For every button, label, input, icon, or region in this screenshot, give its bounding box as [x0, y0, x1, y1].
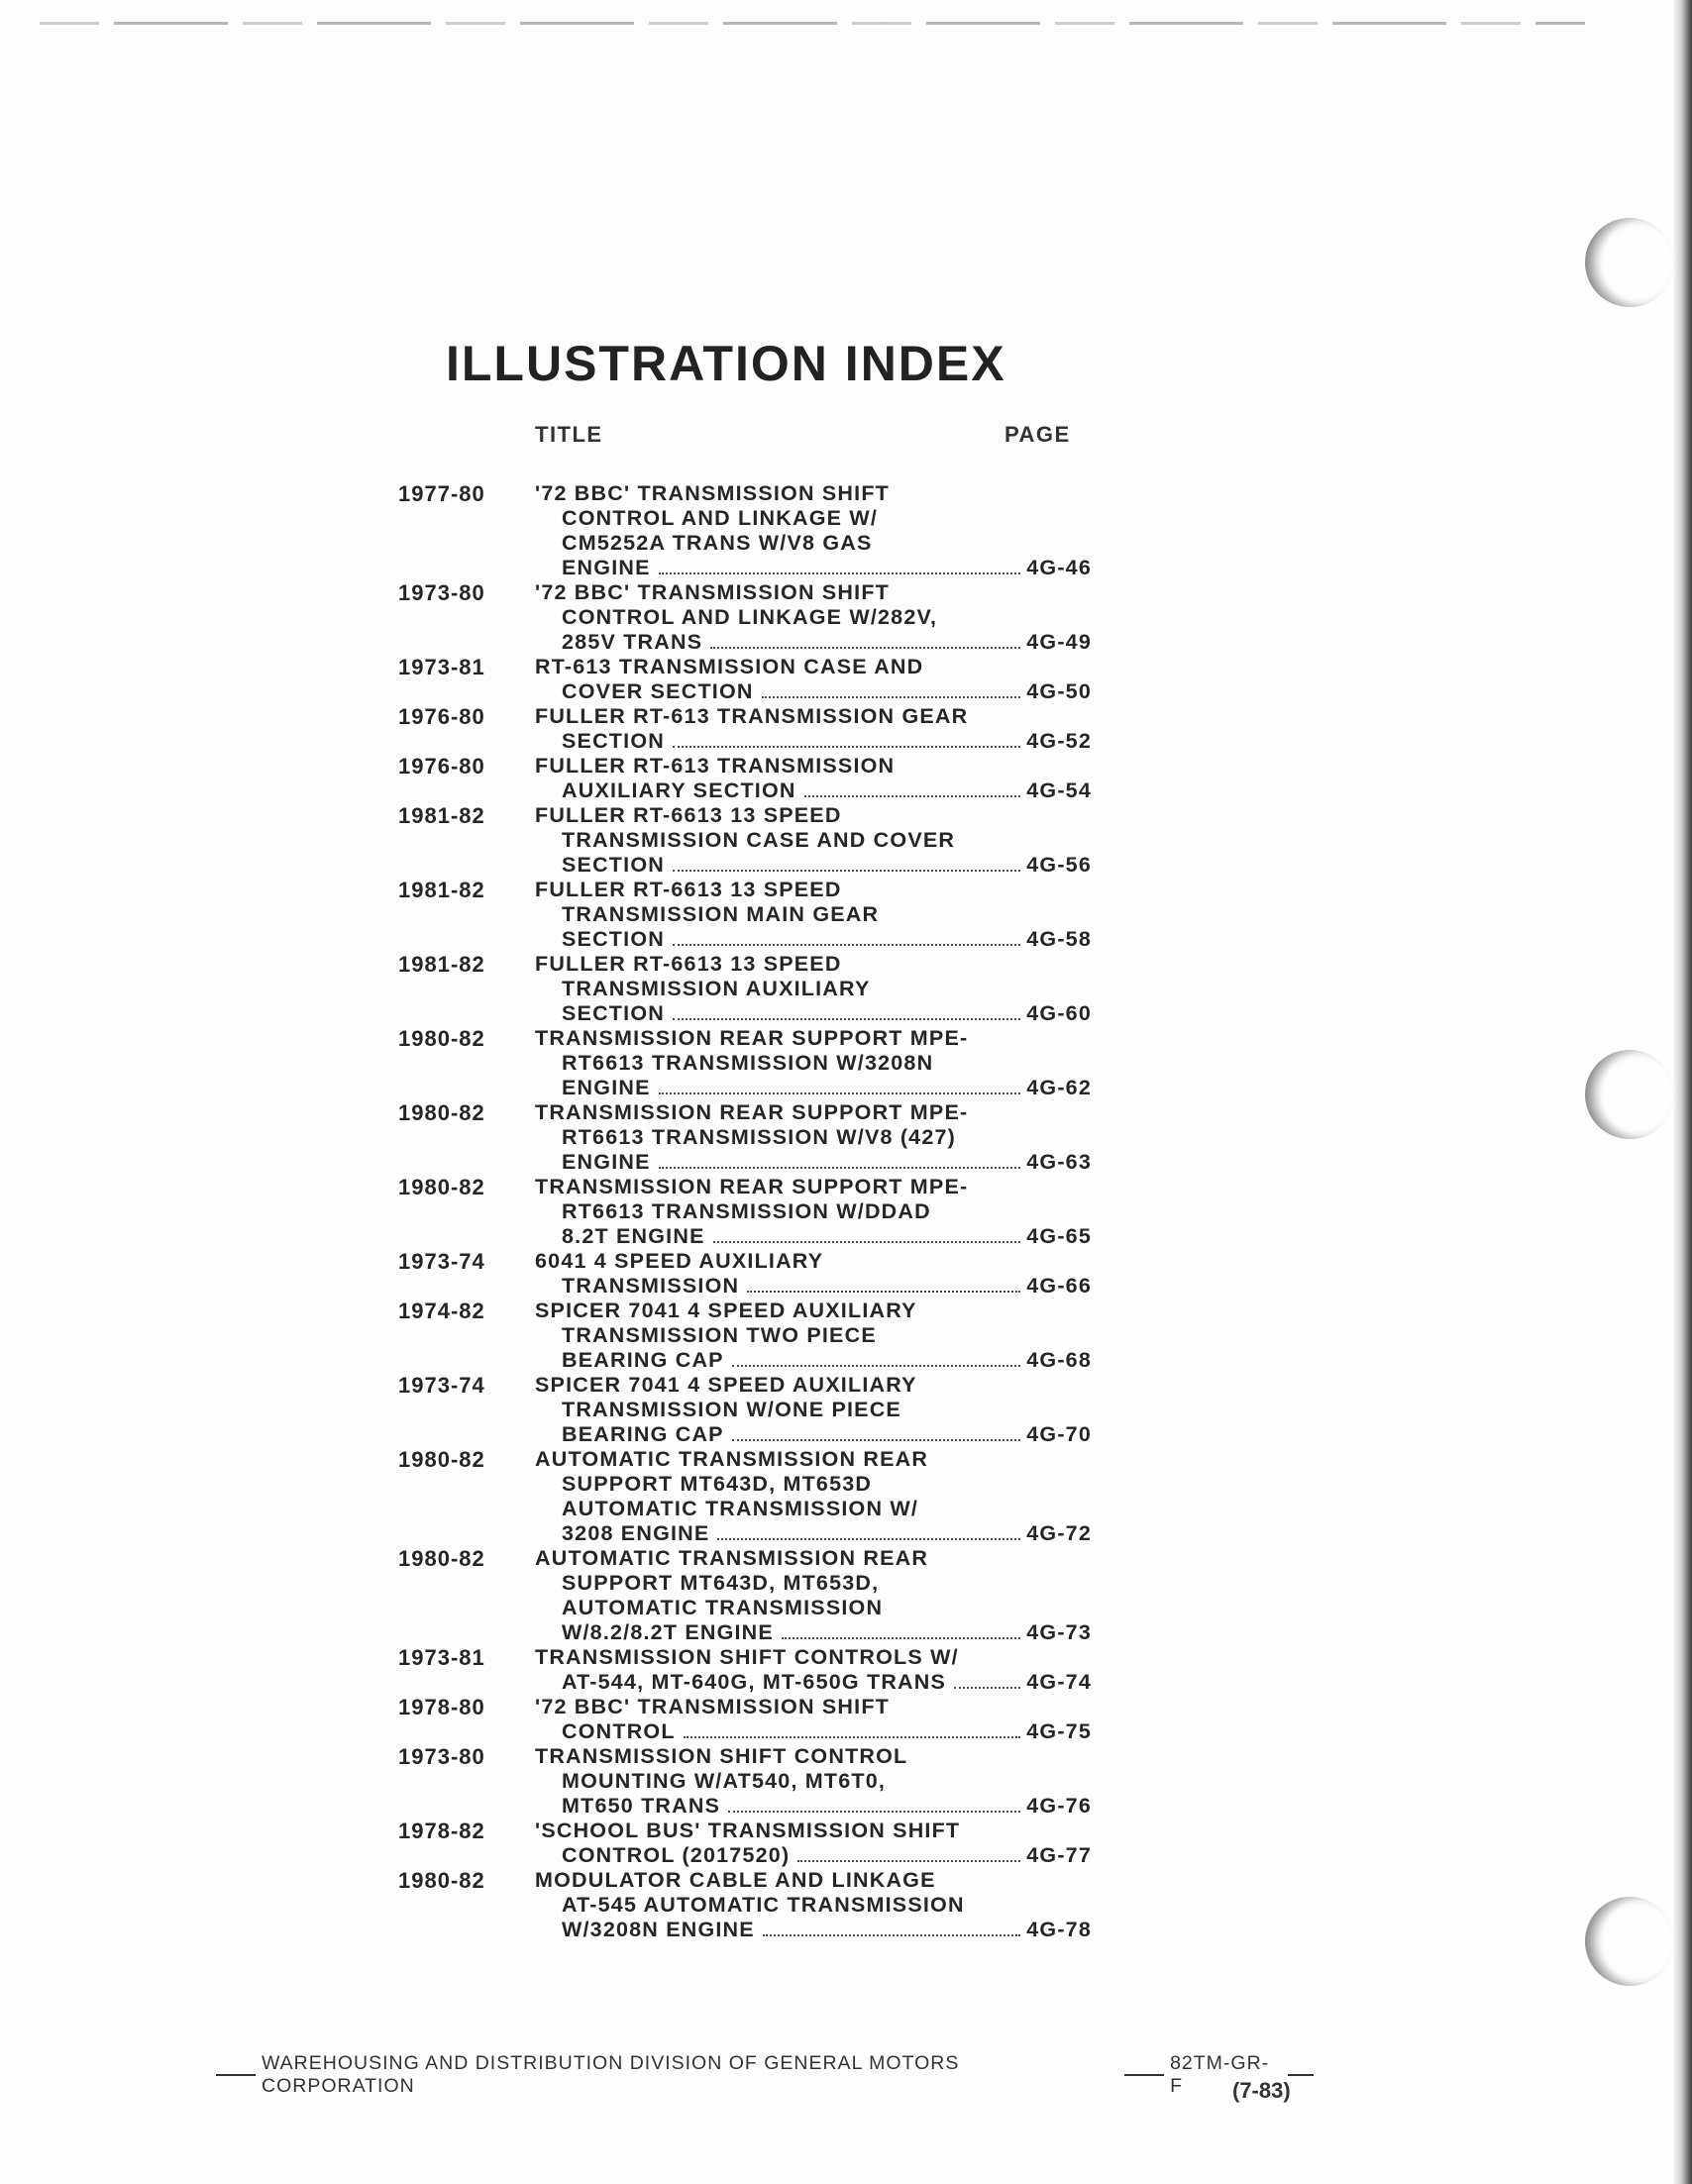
entry-years: 1978-80: [398, 1695, 485, 1719]
entry-title-line: '72 BBC' TRANSMISSION SHIFT: [535, 580, 890, 604]
dot-leader: [673, 869, 1020, 872]
footer-text: WAREHOUSING AND DISTRIBUTION DIVISION OF GENERAL MOTORS CORPORATION: [261, 2052, 960, 2097]
entry-title-last-line: [535, 1670, 1092, 1695]
entry-years: 1980-82: [398, 1026, 485, 1051]
page-title: ILLUSTRATION INDEX: [446, 336, 1006, 391]
dot-leader: [673, 745, 1020, 748]
entry-title-text: COVER SECTION: [562, 679, 754, 703]
entry-years: 1977-80: [398, 481, 485, 506]
entry-title-line: SPICER 7041 4 SPEED AUXILIARY: [535, 1373, 917, 1397]
index-entry: [398, 952, 1092, 1026]
index-entry: [398, 1645, 1092, 1695]
entry-title: [535, 481, 1092, 580]
entry-title-line: CONTROL AND LINKAGE W/: [562, 506, 879, 530]
entry-title-line: AUTOMATIC TRANSMISSION W/: [562, 1497, 919, 1520]
dot-leader: [710, 646, 1020, 649]
entry-title-line: RT6613 TRANSMISSION W/3208N: [562, 1051, 934, 1075]
index-entry: [398, 481, 1092, 580]
entry-page: 4G-70: [1026, 1422, 1092, 1446]
entry-title: [535, 754, 1092, 803]
entry-years: 1981-82: [398, 952, 485, 977]
entry-title-last-line: [535, 1521, 1092, 1546]
entry-title: [535, 1546, 1092, 1645]
entry-title-last-line: [535, 630, 1092, 655]
entry-title-last-line: [535, 927, 1092, 952]
entry-years: 1981-82: [398, 803, 485, 828]
entry-title: [535, 655, 1092, 704]
index-list: [398, 481, 1092, 1942]
entry-title-line: SPICER 7041 4 SPEED AUXILIARY: [535, 1299, 917, 1322]
entry-title-text: W/3208N ENGINE: [562, 1918, 755, 1941]
entry-title-line: CONTROL AND LINKAGE W/282V,: [562, 605, 938, 629]
column-header-title: TITLE: [535, 422, 603, 447]
dot-leader: [747, 1290, 1020, 1293]
entry-page: 4G-75: [1026, 1719, 1092, 1743]
index-entry: [398, 1695, 1092, 1744]
entry-page: 4G-56: [1026, 853, 1092, 877]
punch-hole-middle: [1585, 1050, 1674, 1139]
entry-years: 1980-82: [398, 1868, 485, 1893]
footer-dash: [216, 2074, 256, 2076]
entry-title: [535, 803, 1092, 878]
entry-title-last-line: [535, 1001, 1092, 1026]
entry-page: 4G-68: [1026, 1348, 1092, 1372]
entry-title: [535, 1695, 1092, 1744]
entry-years: 1974-82: [398, 1299, 485, 1323]
entry-title-text: CONTROL: [562, 1719, 676, 1743]
entry-page: 4G-63: [1026, 1150, 1092, 1174]
entry-page: 4G-66: [1026, 1274, 1092, 1298]
entry-title-last-line: [535, 853, 1092, 878]
entry-title-line: FULLER RT-6613 13 SPEED: [535, 952, 842, 976]
entry-title-last-line: [535, 779, 1092, 803]
scan-top-edge: [40, 22, 1585, 25]
entry-title-last-line: [535, 1274, 1092, 1299]
entry-page: 4G-65: [1026, 1224, 1092, 1248]
page-right-edge: [1674, 0, 1692, 2184]
entry-years: 1978-82: [398, 1819, 485, 1843]
entry-title-text: CONTROL (2017520): [562, 1843, 791, 1867]
footer-dash: [1124, 2074, 1164, 2076]
entry-years: 1973-81: [398, 1645, 485, 1670]
entry-title-last-line: [535, 1224, 1092, 1249]
entry-page: 4G-52: [1026, 729, 1092, 753]
entry-page: 4G-46: [1026, 556, 1092, 579]
dot-leader: [763, 1933, 1020, 1936]
entry-title-last-line: [535, 1794, 1092, 1819]
entry-title-line: TRANSMISSION SHIFT CONTROLS W/: [535, 1645, 959, 1669]
entry-years: 1980-82: [398, 1175, 485, 1199]
entry-title-text: AUXILIARY SECTION: [562, 779, 796, 802]
index-entry: [398, 1744, 1092, 1819]
entry-page: 4G-60: [1026, 1001, 1092, 1025]
index-entry: [398, 580, 1092, 655]
entry-title-line: TRANSMISSION MAIN GEAR: [562, 902, 880, 926]
entry-page: 4G-72: [1026, 1521, 1092, 1545]
entry-title-text: SECTION: [562, 927, 665, 951]
entry-title: [535, 1645, 1092, 1695]
entry-title-text: ENGINE: [562, 556, 651, 579]
dot-leader: [797, 1859, 1020, 1862]
index-entry: [398, 1175, 1092, 1249]
entry-title-last-line: [535, 1719, 1092, 1744]
entry-title-line: TRANSMISSION SHIFT CONTROL: [535, 1744, 908, 1768]
entry-title-last-line: [535, 1076, 1092, 1100]
entry-title: [535, 1100, 1092, 1175]
entry-title-line: TRANSMISSION REAR SUPPORT MPE-: [535, 1100, 969, 1124]
entry-title-line: FULLER RT-6613 13 SPEED: [535, 878, 842, 901]
dot-leader: [659, 1092, 1021, 1094]
entry-page: 4G-74: [1026, 1670, 1092, 1694]
footer-code: 82TM-GR-F: [1170, 2052, 1270, 2097]
entry-title-text: TRANSMISSION: [562, 1274, 740, 1298]
entry-title-text: ENGINE: [562, 1150, 651, 1174]
index-entry: [398, 754, 1092, 803]
entry-title-text: BEARING CAP: [562, 1422, 724, 1446]
index-entry: [398, 878, 1092, 952]
entry-title-line: AT-545 AUTOMATIC TRANSMISSION: [562, 1893, 965, 1917]
entry-title-text: 8.2T ENGINE: [562, 1224, 705, 1248]
entry-years: 1973-74: [398, 1249, 485, 1274]
entry-title-last-line: [535, 1150, 1092, 1175]
entry-title: [535, 952, 1092, 1026]
entry-title-text: 3208 ENGINE: [562, 1521, 710, 1545]
dot-leader: [728, 1810, 1020, 1813]
punch-hole-top: [1585, 218, 1674, 307]
entry-title: [535, 704, 1092, 754]
entry-title: [535, 1447, 1092, 1546]
entry-title: [535, 1299, 1092, 1373]
entry-title-last-line: [535, 1348, 1092, 1373]
dot-leader: [782, 1636, 1020, 1639]
dot-leader: [673, 1017, 1020, 1020]
entry-title-text: SECTION: [562, 729, 665, 753]
index-entry: [398, 1447, 1092, 1546]
entry-title-line: TRANSMISSION TWO PIECE: [562, 1323, 877, 1347]
entry-title-line: SUPPORT MT643D, MT653D: [562, 1472, 873, 1496]
entry-title-line: 6041 4 SPEED AUXILIARY: [535, 1249, 824, 1273]
entry-title-line: AUTOMATIC TRANSMISSION: [562, 1596, 884, 1619]
index-entry: [398, 803, 1092, 878]
entry-title-line: '72 BBC' TRANSMISSION SHIFT: [535, 481, 890, 505]
entry-page: 4G-58: [1026, 927, 1092, 951]
entry-years: 1973-80: [398, 1744, 485, 1769]
entry-title-last-line: [535, 1422, 1092, 1447]
footer: [210, 2052, 1320, 2098]
footer-dash: [1288, 2074, 1314, 2076]
index-entry: [398, 1249, 1092, 1299]
entry-page: 4G-50: [1026, 679, 1092, 703]
entry-title-line: FULLER RT-6613 13 SPEED: [535, 803, 842, 827]
entry-page: 4G-73: [1026, 1620, 1092, 1644]
index-entry: [398, 1373, 1092, 1447]
entry-title-line: TRANSMISSION REAR SUPPORT MPE-: [535, 1026, 969, 1050]
column-header-page: PAGE: [1005, 422, 1071, 447]
entry-page: 4G-62: [1026, 1076, 1092, 1099]
entry-title-line: SUPPORT MT643D, MT653D,: [562, 1571, 880, 1595]
entry-years: 1976-80: [398, 704, 485, 729]
entry-page: 4G-77: [1026, 1843, 1092, 1867]
footer-date: (7-83): [1232, 2078, 1291, 2103]
entry-title-text: AT-544, MT-640G, MT-650G TRANS: [562, 1670, 947, 1694]
entry-title-line: TRANSMISSION AUXILIARY: [562, 977, 871, 1000]
entry-title-last-line: [535, 1620, 1092, 1645]
entry-title-line: FULLER RT-613 TRANSMISSION GEAR: [535, 704, 969, 728]
entry-title-text: 285V TRANS: [562, 630, 703, 654]
dot-leader: [673, 943, 1020, 946]
punch-hole-bottom: [1585, 1897, 1674, 1986]
entry-title-line: MODULATOR CABLE AND LINKAGE: [535, 1868, 936, 1892]
entry-title-line: RT6613 TRANSMISSION W/V8 (427): [562, 1125, 957, 1149]
dot-leader: [762, 695, 1021, 698]
index-entry: [398, 1819, 1092, 1868]
entry-years: 1980-82: [398, 1100, 485, 1125]
dot-leader: [659, 572, 1021, 574]
entry-title-last-line: [535, 1843, 1092, 1868]
entry-title-last-line: [535, 556, 1092, 580]
entry-title-line: TRANSMISSION REAR SUPPORT MPE-: [535, 1175, 969, 1198]
entry-title-line: AUTOMATIC TRANSMISSION REAR: [535, 1447, 929, 1471]
dot-leader: [804, 794, 1021, 797]
entry-title: [535, 1373, 1092, 1447]
entry-title-text: W/8.2/8.2T ENGINE: [562, 1620, 774, 1644]
entry-title-line: RT6613 TRANSMISSION W/DDAD: [562, 1199, 931, 1223]
entry-years: 1973-81: [398, 655, 485, 679]
entry-title-line: TRANSMISSION CASE AND COVER: [562, 828, 956, 852]
index-entry: [398, 1100, 1092, 1175]
index-entry: [398, 1026, 1092, 1100]
entry-page: 4G-78: [1026, 1918, 1092, 1941]
entry-title-last-line: [535, 729, 1092, 754]
entry-title-line: MOUNTING W/AT540, MT6T0,: [562, 1769, 887, 1793]
entry-title-last-line: [535, 679, 1092, 704]
entry-years: 1980-82: [398, 1546, 485, 1571]
entry-title-text: SECTION: [562, 853, 665, 877]
entry-title: [535, 1026, 1092, 1100]
entry-title-line: 'SCHOOL BUS' TRANSMISSION SHIFT: [535, 1819, 961, 1842]
entry-years: 1973-80: [398, 580, 485, 605]
entry-title-line: RT-613 TRANSMISSION CASE AND: [535, 655, 924, 678]
entry-title-line: '72 BBC' TRANSMISSION SHIFT: [535, 1695, 890, 1718]
index-entry: [398, 1299, 1092, 1373]
entry-page: 4G-49: [1026, 630, 1092, 654]
entry-page: 4G-76: [1026, 1794, 1092, 1818]
entry-title-line: TRANSMISSION W/ONE PIECE: [562, 1398, 901, 1421]
dot-leader: [954, 1686, 1020, 1689]
entry-title: [535, 580, 1092, 655]
dot-leader: [659, 1166, 1021, 1169]
index-entry: [398, 655, 1092, 704]
entry-title-text: ENGINE: [562, 1076, 651, 1099]
entry-title-text: SECTION: [562, 1001, 665, 1025]
entry-years: 1973-74: [398, 1373, 485, 1398]
dot-leader: [713, 1240, 1021, 1243]
entry-title: [535, 878, 1092, 952]
entry-title-last-line: [535, 1918, 1092, 1942]
dot-leader: [684, 1735, 1021, 1738]
entry-title-text: MT650 TRANS: [562, 1794, 721, 1818]
entry-years: 1980-82: [398, 1447, 485, 1472]
entry-title: [535, 1175, 1092, 1249]
entry-years: 1976-80: [398, 754, 485, 779]
index-entry: [398, 704, 1092, 754]
dot-leader: [732, 1364, 1021, 1367]
entry-title: [535, 1744, 1092, 1819]
entry-title: [535, 1819, 1092, 1868]
entry-title-line: FULLER RT-613 TRANSMISSION: [535, 754, 896, 778]
entry-title: [535, 1249, 1092, 1299]
index-entry: [398, 1546, 1092, 1645]
entry-page: 4G-54: [1026, 779, 1092, 802]
dot-leader: [717, 1537, 1020, 1540]
dot-leader: [732, 1438, 1021, 1441]
entry-years: 1981-82: [398, 878, 485, 902]
entry-title-text: BEARING CAP: [562, 1348, 724, 1372]
index-entry: [398, 1868, 1092, 1942]
entry-title-line: AUTOMATIC TRANSMISSION REAR: [535, 1546, 929, 1570]
entry-title-line: CM5252A TRANS W/V8 GAS: [562, 531, 873, 555]
entry-title: [535, 1868, 1092, 1942]
